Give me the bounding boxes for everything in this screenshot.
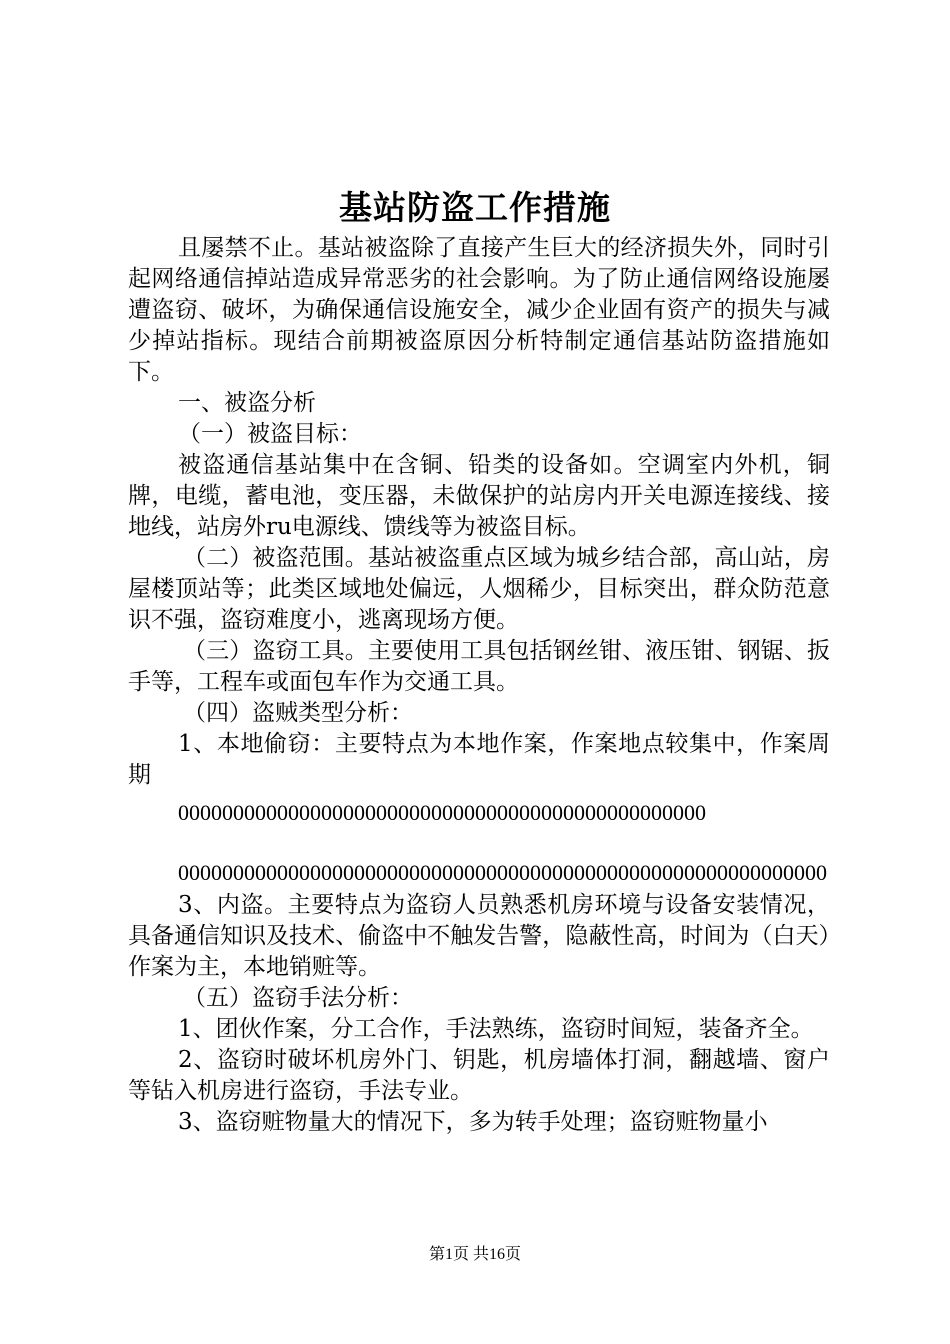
paragraph-theft-targets: 被盗通信基站集中在含铜、铅类的设备如。空调室内外机，铜牌，电缆，蓄电池，变压器，未做保护的站房内开关电源连接线、接地线，站房外ru电源线、馈线等为被盗目标。 (128, 452, 830, 540)
paragraph-method-3: 3、盗窃赃物量大的情况下，多为转手处理；盗窃赃物量小 (178, 1109, 768, 1135)
document-title: 基站防盗工作措施 (339, 188, 611, 227)
document-body (128, 233, 830, 1138)
paragraph-theft-tools: （三）盗窃工具。主要使用工具包括钢丝钳、液压钳、钢锯、扳手等，工程车或面包车作为交通工具。 (128, 638, 830, 695)
paragraph-local-theft: 1、本地偷窃：主要特点为本地作案，作案地点较集中，作案周期 (128, 731, 830, 788)
heading-theft-analysis: 一、被盗分析 (178, 390, 316, 416)
placeholder-zeros-line-2: 00000000000000000000000000000000000000000000000000000000000 (178, 860, 827, 885)
page-number-footer: 第1页 共16页 (428, 1246, 521, 1263)
paragraph-method-2: 2、盗窃时破坏机房外门、钥匙，机房墙体打洞，翻越墙、窗户等钻入机房进行盗窃，手法专业。 (128, 1047, 830, 1104)
paragraph-intro: 且屡禁不止。基站被盗除了直接产生巨大的经济损失外，同时引起网络通信掉站造成异常恶劣的社会影响。为了防止通信网络设施屡遭盗窃、破坏，为确保通信设施安全，减少企业固有资产的损失与减少掉站指标。现结合前期被盗原因分析特制定通信基站防盗措施如下。 (128, 235, 830, 385)
paragraph-method-1: 1、团伙作案，分工合作，手法熟练，盗窃时间短，装备齐全。 (178, 1016, 814, 1042)
paragraph-internal-theft: 3、内盗。主要特点为盗窃人员熟悉机房环境与设备安装情况，具备通信知识及技术、偷盗中不触发告警，隐蔽性高，时间为（白天）作案为主，本地销赃等。 (128, 892, 830, 980)
subheading-theft-targets: （一）被盗目标： (178, 421, 362, 447)
subheading-thief-types: （四）盗贼类型分析： (183, 700, 413, 726)
blank-gap (128, 828, 830, 859)
subheading-theft-methods: （五）盗窃手法分析： (183, 985, 413, 1011)
paragraph-theft-scope: （二）被盗范围。基站被盗重点区域为城乡结合部，高山站，房屋楼顶站等；此类区域地处偏远，人烟稀少，目标突出，群众防范意识不强，盗窃难度小，逃离现场方便。 (128, 545, 830, 633)
placeholder-zeros-line-1: 000000000000000000000000000000000000000000000000 (178, 800, 706, 825)
